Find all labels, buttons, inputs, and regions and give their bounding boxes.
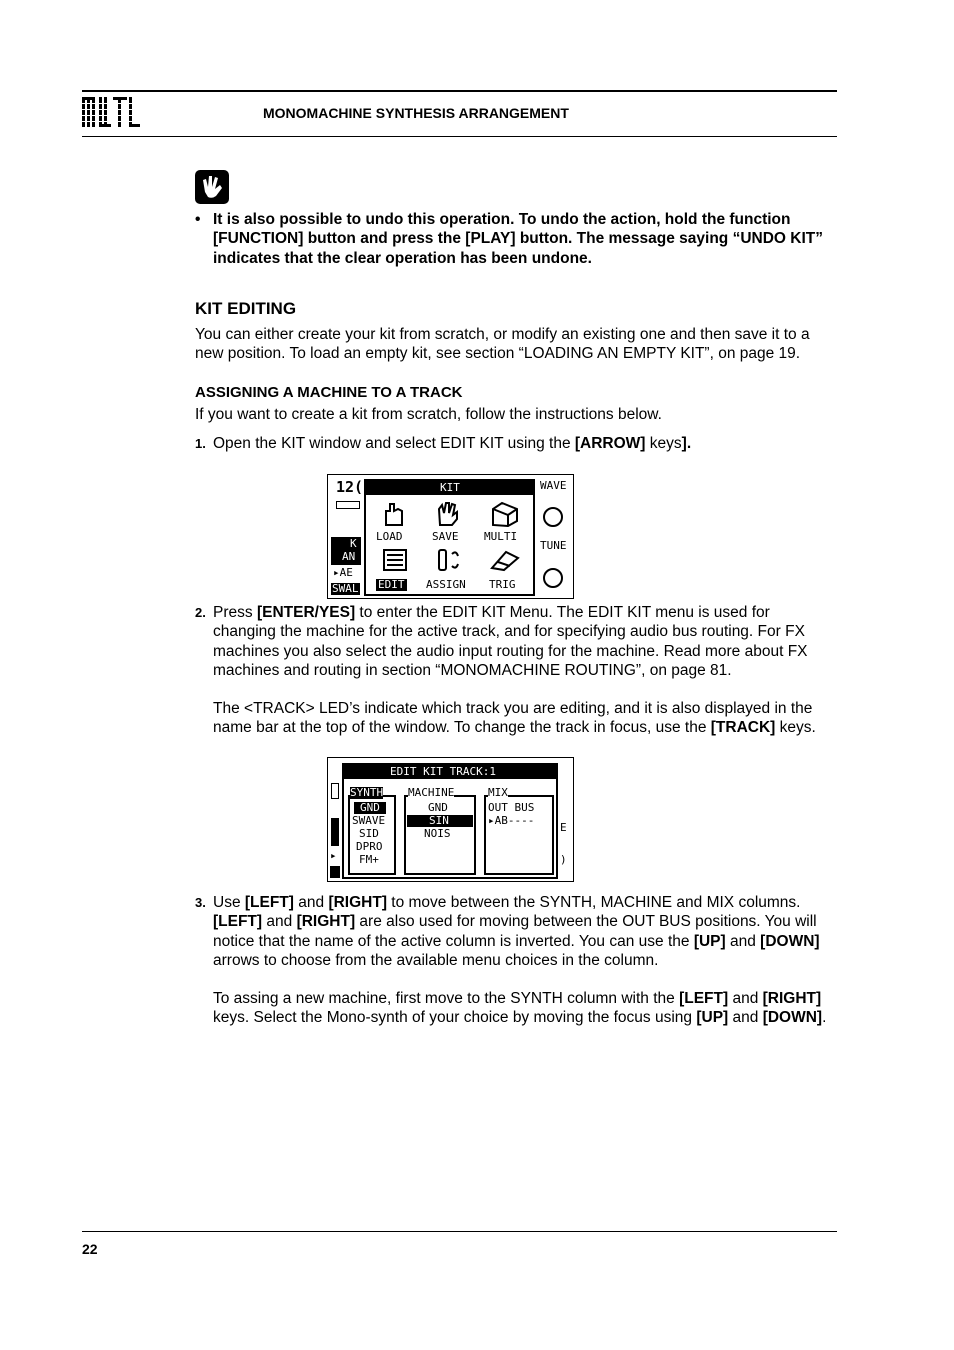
- kit-item-save: SAVE: [432, 530, 459, 543]
- synth-item-gnd: GND: [354, 802, 386, 814]
- save-icon: [436, 501, 460, 527]
- multi-icon: [490, 501, 520, 527]
- lcd1-left-mid1: K: [350, 537, 357, 550]
- edit-kit-window: [342, 763, 558, 879]
- trig-icon: [490, 548, 520, 572]
- kit-popup: [364, 479, 535, 596]
- lcd1-knob-2: [543, 568, 563, 588]
- mix-out-bus-value: ▸AB----: [488, 814, 535, 827]
- note-text: It is also possible to undo this operation. To undo the action, hold the function [FUNCTION] button and press the [PLAY] button. The message saying “UNDO KIT” indicates that the clear operation has been undone.: [213, 211, 823, 267]
- machine-item-nois: NOIS: [424, 827, 451, 840]
- lcd1-left-bot: SWAL: [332, 582, 359, 595]
- step-1-number: 1.: [195, 436, 206, 451]
- step-2-paragraph-2: The <TRACK> LED’s indicate which track you are editing, and it is also displayed in the name bar at the top of the window. To change the track in focus, use the [TRACK] keys.: [213, 700, 816, 737]
- step-2-text: Press [ENTER/YES] to enter the EDIT KIT Menu. The EDIT KIT menu is used for changing the machine for the active track, and for specifying audio bus routing. For FX machines you also select the audio input routing for the machine. Read more about FX machines and routing in section “MONOMACHINE ROUTING”, on page 81.: [213, 604, 808, 679]
- assigning-heading: ASSIGNING A MACHINE TO A TRACK: [195, 384, 463, 401]
- elektron-logo: [82, 97, 140, 127]
- kit-window-screenshot: [327, 474, 574, 599]
- step-3-paragraph-2: To assing a new machine, first move to the SYNTH column with the [LEFT] and [RIGHT] keys. Select the Mono-synth of your choice by moving the focus using [UP] and [DOWN].: [213, 990, 827, 1027]
- step-1-text: Open the KIT window and select EDIT KIT using the [ARROW] keys].: [213, 435, 692, 452]
- step-2-number: 2.: [195, 605, 206, 620]
- machine-item-sin: SIN: [429, 814, 449, 827]
- assign-icon: [436, 548, 462, 572]
- synth-column-header: SYNTH: [350, 786, 384, 799]
- synth-item-sid: SID: [359, 827, 379, 840]
- lcd1-right-mid: TUNE: [540, 539, 567, 552]
- assigning-intro: If you want to create a kit from scratch, follow the instructions below.: [195, 406, 662, 423]
- kit-item-trig: TRIG: [489, 578, 516, 591]
- header-bottom-rule: [82, 136, 837, 137]
- lcd1-left-mid3: ▸AE: [333, 566, 353, 579]
- header-top-rule: [82, 90, 837, 92]
- step-3-number: 3.: [195, 895, 206, 910]
- edit-kit-title: EDIT KIT TRACK:1: [390, 765, 496, 778]
- kit-item-assign: ASSIGN: [426, 578, 466, 591]
- lcd1-left-mid2: AN: [342, 550, 356, 563]
- edit-kit-screenshot: ▸ E ) EDIT KIT TRACK:1 SYNTH GND SWAVE SID DPRO FM+ MACHINE GND SIN NOIS MIX OUT BUS ▸AB----: [327, 757, 574, 882]
- header-title: MONOMACHINE SYNTHESIS ARRANGEMENT: [263, 105, 569, 121]
- synth-item-dpro: DPRO: [356, 840, 383, 853]
- step-3-text: Use [LEFT] and [RIGHT] to move between the SYNTH, MACHINE and MIX columns. [LEFT] and [RIGHT] are also used for moving between the OUT BUS positions. You will notice that the name of the active column is inverted. You can use the [UP] and [DOWN] arrows to choose from the available menu choices in the column.: [213, 894, 820, 969]
- hand-icon: [195, 170, 229, 204]
- kit-popup-title: KIT: [440, 481, 460, 494]
- load-icon: [382, 501, 406, 527]
- footer-rule: [82, 1231, 837, 1232]
- lcd1-knob-1: [543, 507, 563, 527]
- synth-item-swave: SWAVE: [352, 814, 386, 827]
- kit-item-load: LOAD: [376, 530, 403, 543]
- mix-out-bus: OUT BUS: [488, 801, 535, 814]
- note-bullet: •: [195, 211, 201, 228]
- machine-item-gnd: GND: [428, 801, 448, 814]
- machine-column-header: MACHINE: [408, 786, 455, 799]
- kit-item-multi: MULTI: [484, 530, 518, 543]
- page-number: 22: [82, 1241, 98, 1257]
- mix-column-header: MIX: [488, 786, 508, 799]
- lcd1-left-top: 12(: [336, 478, 364, 496]
- synth-item-fm: FM+: [359, 853, 379, 866]
- kit-item-edit: EDIT: [378, 578, 405, 591]
- edit-icon: [382, 548, 408, 572]
- kit-editing-heading: KIT EDITING: [195, 299, 297, 318]
- kit-editing-body: You can either create your kit from scratch, or modify an existing one and then save it to a new position. To load an empty kit, see section “LOADING AN EMPTY KIT”, on page 19.: [195, 326, 810, 363]
- lcd1-right-top: WAVE: [540, 479, 567, 492]
